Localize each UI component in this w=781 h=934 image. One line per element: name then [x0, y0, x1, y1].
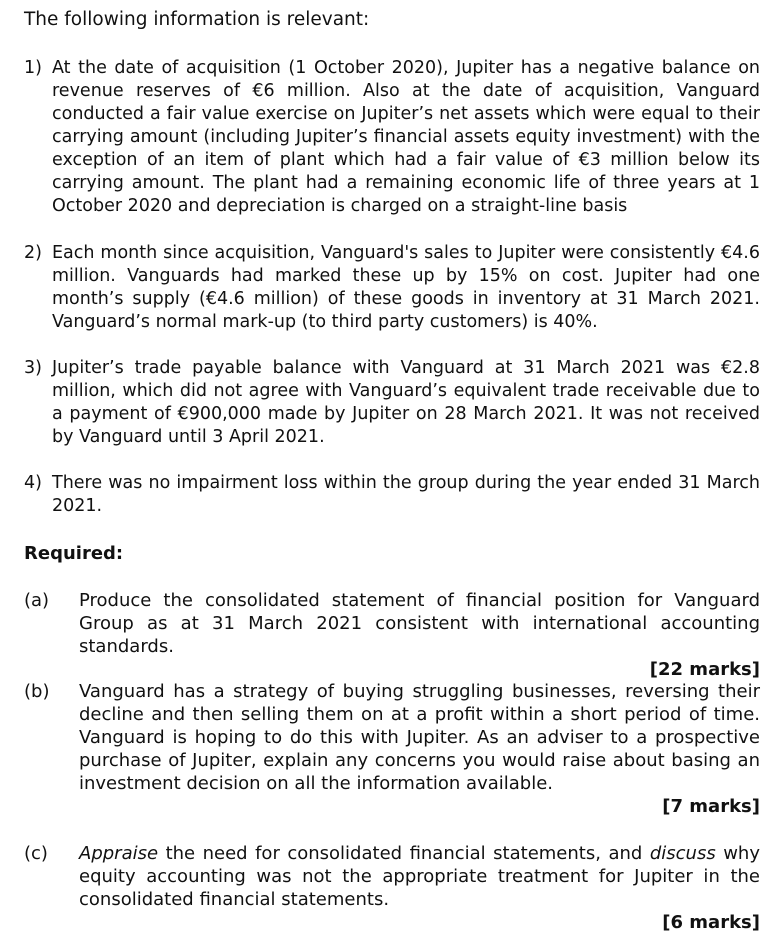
part-text: Vanguard has a strategy of buying struggling businesses, reversing their decline and then selling them on at a profit within a short period of time. Vanguard is hoping to do this with Jupiter. As an adviser to a prospective purchase of Jupiter, explain any concerns you would raise about basing an investment decision on all the information available.	[79, 681, 760, 794]
intro-text: The following information is relevant:	[24, 9, 370, 30]
numbered-item-4	[24, 472, 760, 518]
part-text-mid: the need for consolidated financial statements, and	[158, 843, 650, 864]
part-text: Produce the consolidated statement of financial position for Vanguard Group as at 31 March 2021 consistent with international accounting standards.	[79, 590, 760, 657]
numbered-item-3	[24, 357, 760, 449]
item-number: 1)	[24, 58, 42, 78]
part-label: (c)	[24, 843, 48, 864]
part-text-end: why equity accounting was not the appropriate treatment for Jupiter in the consolidated financial statements.	[79, 843, 760, 910]
emphasis-appraise: Appraise	[79, 843, 159, 864]
part-marks: [22 marks]	[649, 659, 760, 680]
part-label: (a)	[24, 590, 50, 611]
item-text: There was no impairment loss within the group during the year ended 31 March 2021.	[52, 473, 760, 516]
item-text: Each month since acquisition, Vanguard's sales to Jupiter were consistently €4.6 million. Vanguards had marked these up by 15% on cost. Jupiter had one month’s supply (€4.6 million) of these goods in inventory at 31 March 2021. Vanguard’s normal mark-up (to third party customers) is 40%.	[52, 243, 760, 332]
item-text: At the date of acquisition (1 October 2020), Jupiter has a negative balance on revenue reserves of €6 million. Also at the date of acquisition, Vanguard conducted a fair value exercise on Jupiter’s net assets which were equal to their carrying amount (including Jupiter’s financial assets equity investment) with the exception of an item of plant which had a fair value of €3 million below its carrying amount. The plant had a remaining economic life of three years at 1 October 2020 and depreciation is charged on a straight-line basis	[52, 58, 760, 216]
part-marks: [7 marks]	[662, 796, 760, 817]
item-text: Jupiter’s trade payable balance with Vanguard at 31 March 2021 was €2.8 million, which did not agree with Vanguard’s equivalent trade receivable due to a payment of €900,000 made by Jupiter on 28 March 2021. It was not received by Vanguard until 3 April 2021.	[52, 358, 760, 447]
part-c	[24, 842, 760, 934]
part-text	[79, 842, 760, 911]
part-marks: [6 marks]	[662, 912, 760, 933]
item-number: 3)	[24, 358, 42, 378]
part-a	[24, 589, 760, 681]
item-number: 4)	[24, 473, 42, 493]
emphasis-discuss: discuss	[649, 843, 716, 864]
part-label: (b)	[24, 681, 50, 702]
required-heading: Required:	[24, 543, 124, 564]
numbered-item-1	[24, 57, 760, 218]
numbered-item-2	[24, 242, 760, 334]
part-b	[24, 680, 760, 818]
item-number: 2)	[24, 243, 42, 263]
